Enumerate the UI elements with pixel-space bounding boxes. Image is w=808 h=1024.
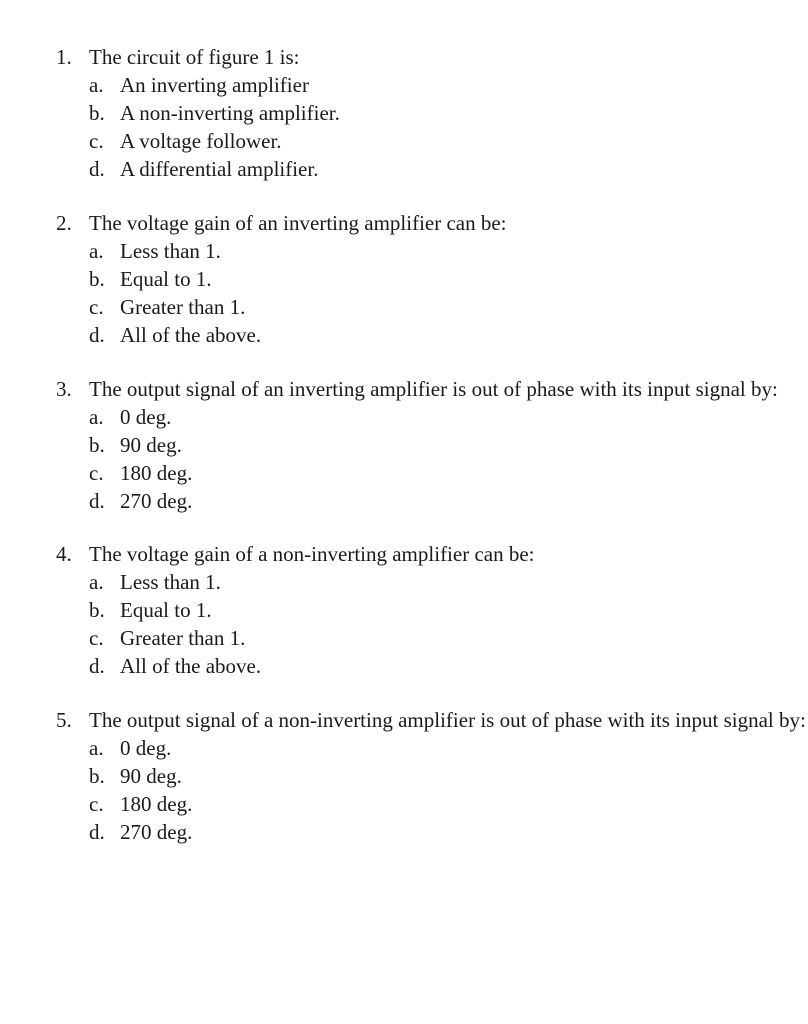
option-b xyxy=(0,265,808,293)
option-a xyxy=(0,568,808,596)
option-letter: d. xyxy=(89,157,105,181)
option-letter: b. xyxy=(89,764,105,788)
question-stem xyxy=(0,375,808,403)
option-text: 270 deg. xyxy=(120,820,193,844)
option-c xyxy=(0,293,808,321)
option-a xyxy=(0,237,808,265)
option-c xyxy=(0,624,808,652)
option-letter: b. xyxy=(89,598,105,622)
option-b xyxy=(0,596,808,624)
question-number: 1. xyxy=(56,45,72,69)
option-text: 0 deg. xyxy=(120,405,172,429)
option-text: An inverting amplifier xyxy=(120,73,309,97)
question-number: 5. xyxy=(56,708,72,732)
option-letter: c. xyxy=(89,129,104,153)
option-d xyxy=(0,321,808,349)
question-text: The voltage gain of an inverting amplifier can be: xyxy=(89,211,507,235)
option-text: Greater than 1. xyxy=(120,295,246,319)
option-letter: c. xyxy=(89,792,104,816)
option-letter: d. xyxy=(89,489,105,513)
option-text: Equal to 1. xyxy=(120,598,212,622)
option-a xyxy=(0,71,808,99)
option-a xyxy=(0,403,808,431)
option-b xyxy=(0,99,808,127)
option-letter: a. xyxy=(89,736,104,760)
option-text: 180 deg. xyxy=(120,792,193,816)
question-text: The output signal of an inverting amplifier is out of phase with its input signal by: xyxy=(89,377,778,401)
question-stem xyxy=(0,540,808,568)
option-d xyxy=(0,818,808,846)
question-stem xyxy=(0,43,808,71)
option-letter: a. xyxy=(89,570,104,594)
option-d xyxy=(0,155,808,183)
option-text: 90 deg. xyxy=(120,764,182,788)
option-letter: d. xyxy=(89,654,105,678)
option-b xyxy=(0,431,808,459)
option-d xyxy=(0,652,808,680)
option-letter: b. xyxy=(89,267,105,291)
question-stem xyxy=(0,706,808,734)
option-d xyxy=(0,487,808,515)
option-a xyxy=(0,734,808,762)
option-text: 180 deg. xyxy=(120,461,193,485)
option-text: Equal to 1. xyxy=(120,267,212,291)
question-number: 2. xyxy=(56,211,72,235)
option-text: Less than 1. xyxy=(120,570,221,594)
option-text: A voltage follower. xyxy=(120,129,282,153)
option-letter: b. xyxy=(89,101,105,125)
option-letter: c. xyxy=(89,295,104,319)
option-text: A non-inverting amplifier. xyxy=(120,101,340,125)
option-letter: a. xyxy=(89,405,104,429)
question-text: The output signal of a non-inverting amplifier is out of phase with its input signal by: xyxy=(89,708,806,732)
option-letter: d. xyxy=(89,323,105,347)
option-text: All of the above. xyxy=(120,654,262,678)
option-text: 90 deg. xyxy=(120,433,182,457)
option-letter: a. xyxy=(89,73,104,97)
option-letter: c. xyxy=(89,626,104,650)
option-letter: a. xyxy=(89,239,104,263)
option-b xyxy=(0,762,808,790)
option-c xyxy=(0,459,808,487)
question-stem xyxy=(0,209,808,237)
option-letter: c. xyxy=(89,461,104,485)
option-letter: b. xyxy=(89,433,105,457)
question-text: The circuit of figure 1 is: xyxy=(89,45,300,69)
option-c xyxy=(0,127,808,155)
option-text: 270 deg. xyxy=(120,489,193,513)
option-text: All of the above. xyxy=(120,323,262,347)
option-text: 0 deg. xyxy=(120,736,172,760)
question-number: 3. xyxy=(56,377,72,401)
question-number: 4. xyxy=(56,542,72,566)
option-c xyxy=(0,790,808,818)
option-letter: d. xyxy=(89,820,105,844)
option-text: Greater than 1. xyxy=(120,626,246,650)
question-text: The voltage gain of a non-inverting amplifier can be: xyxy=(89,542,535,566)
option-text: Less than 1. xyxy=(120,239,221,263)
option-text: A differential amplifier. xyxy=(120,157,319,181)
